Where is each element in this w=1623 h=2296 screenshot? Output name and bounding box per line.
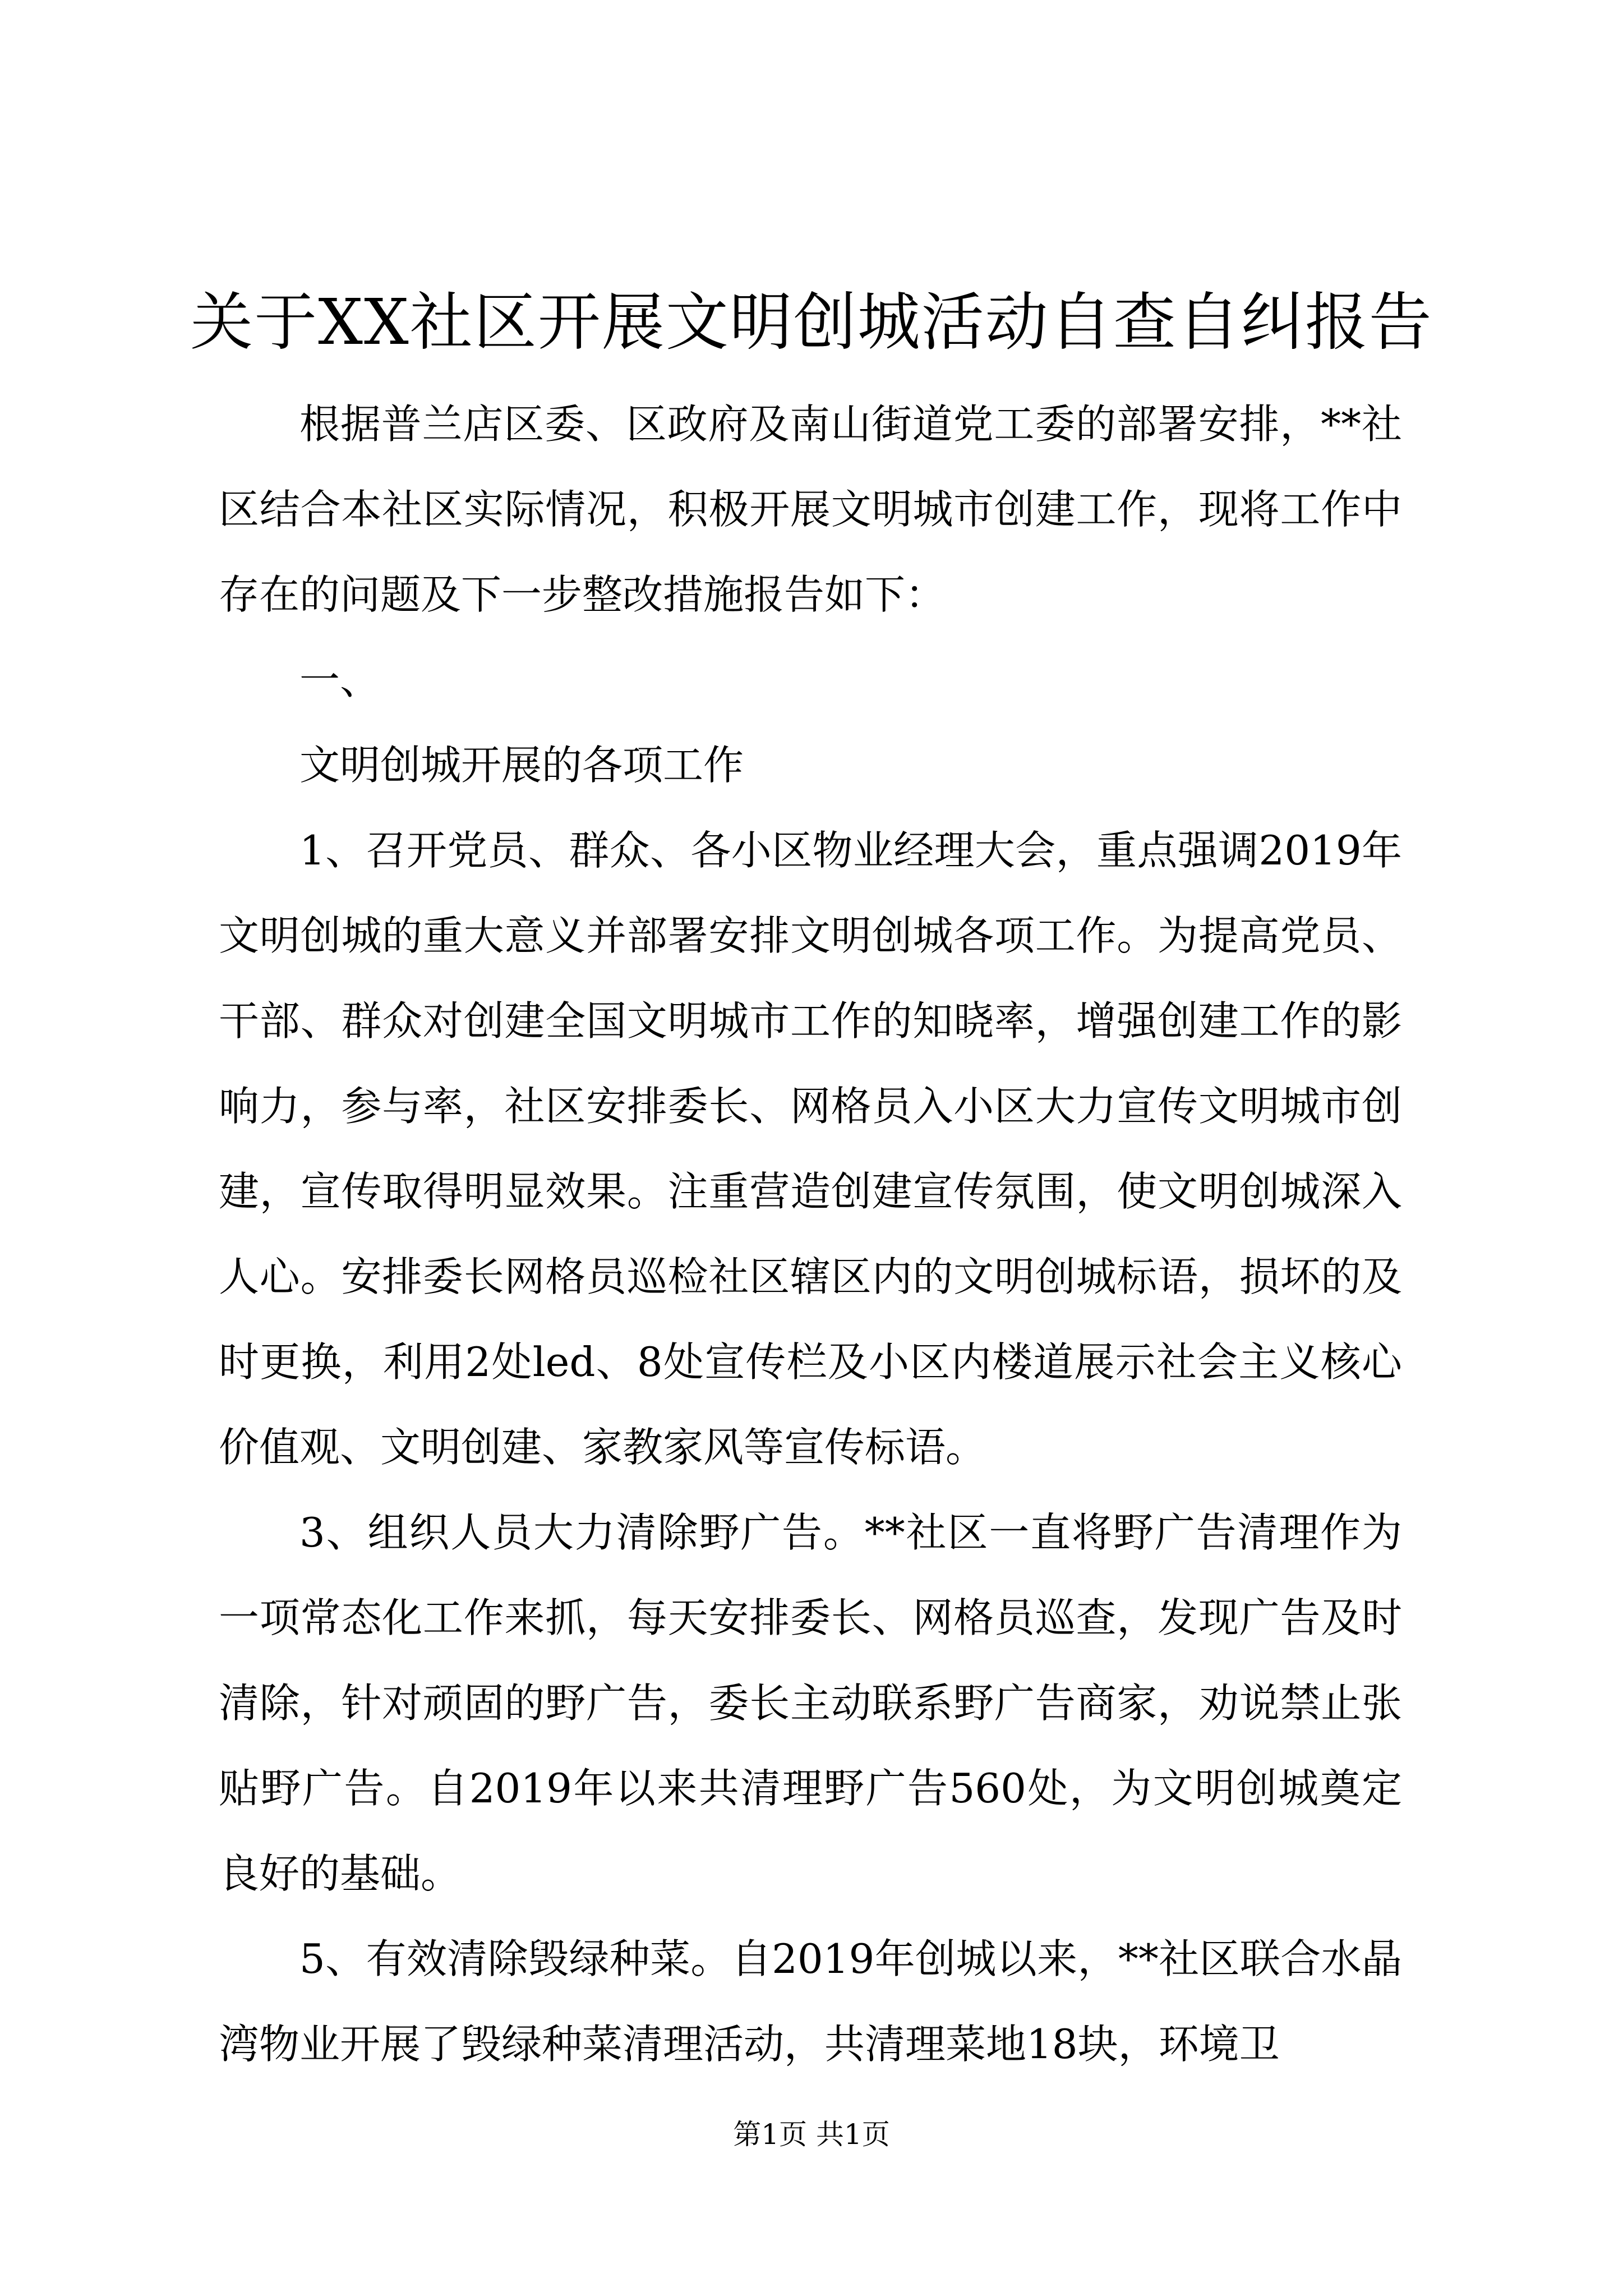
item-1-paragraph: 1、召开党员、群众、各小区物业经理大会，重点强调2019年文明创城的重大意义并部署安排文明创城各项工作。为提高党员、干部、群众对创建全国文明城市工作的知晓率，增强创建工作的影响力，参与率，社区安排委长、网格员入小区大力宣传文明城市创建，宣传取得明显效果。注重营造创建宣传氛围，使文明创城深入人心。安排委长网格员巡检社区辖区内的文明创城标语，损坏的及时更换，利用2处led、8处宣传栏及小区内楼道展示社会主义核心价值观、文明创建、家教家风等宣传标语。 (219, 827, 1402, 1471)
intro-paragraph: 根据普兰店区委、区政府及南山街道党工委的部署安排，**社区结合本社区实际情况，积极开展文明城市创建工作，现将工作中存在的问题及下一步整改措施报告如下： (219, 401, 1402, 618)
item-3-paragraph: 3、组织人员大力清除野广告。**社区一直将野广告清理作为一项常态化工作来抓，每天安排委长、网格员巡查，发现广告及时清除，针对顽固的野广告，委长主动联系野广告商家，劝说禁止张贴野广告。自2019年以来共清理野广告560处，为文明创城奠定良好的基础。 (219, 1509, 1402, 1897)
item-5-paragraph: 5、有效清除毁绿种菜。自2019年创城以来，**社区联合水晶湾物业开展了毁绿种菜清理活动，共清理菜地18块，环境卫 (219, 1935, 1402, 2068)
page-footer: 第1页 共1页 (733, 2118, 890, 2151)
document-title: 关于XX社区开展文明创城活动自查自纠报告 (190, 286, 1433, 359)
section-title: 文明创城开展的各项工作 (299, 742, 744, 789)
section-number: 一、 (299, 656, 381, 703)
document-body (219, 381, 1402, 2087)
